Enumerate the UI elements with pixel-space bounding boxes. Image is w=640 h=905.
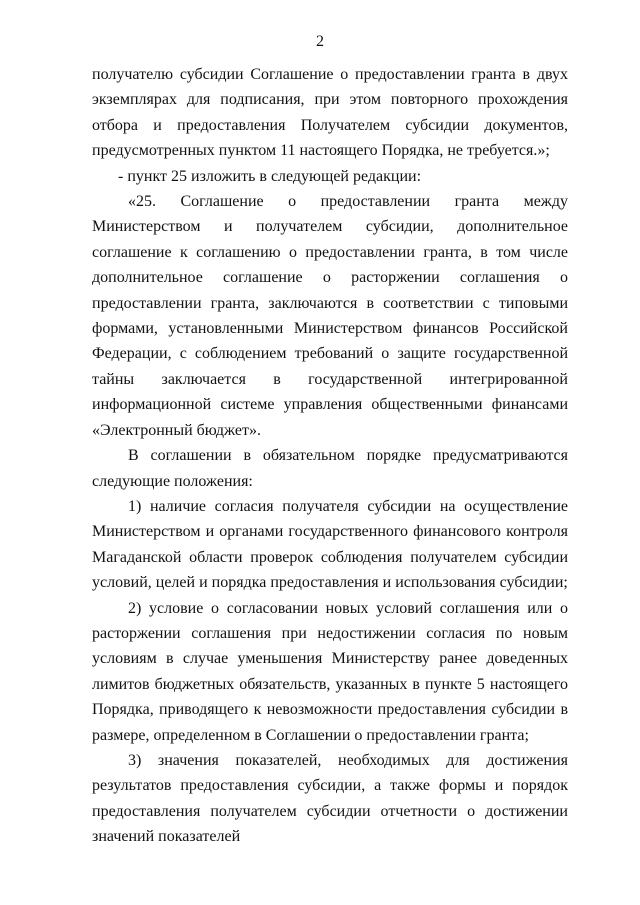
paragraph-point-2: 2) условие о согласовании новых условий соглашения или о расторжении соглашения при недостижении согласия по новым условиям в случае уменьшения Министерству ранее доведенных лимитов бюджетных обязательств, указанных в пункте 5 настоящего Порядка, приводящего к невозможности предоставления субсидии в размере, определенном в Соглашении о предоставлении гранта; (92, 599, 568, 744)
page-number: 2 (316, 33, 324, 50)
paragraph-continuation: получателю субсидии Соглашение о предоставлении гранта в двух экземплярах для подписания, при этом повторного прохождения отбора и предоставления Получателем субсидии документов, предусмотренных пунктом 11 настоящего Порядка, не требуется.»; (92, 66, 568, 160)
paragraph-mandatory-provisions: В соглашении в обязательном порядке предусматриваются следующие положения: (92, 447, 568, 490)
document-body (92, 62, 568, 850)
paragraph-point-1: 1) наличие согласия получателя субсидии на осуществление Министерством и органами государственного финансового контроля Магаданской области проверок соблюдения получателем субсидии условий, целей и порядка предоставления и использования субсидии; (92, 497, 568, 592)
paragraph-item25: «25. Соглашение о предоставлении гранта между Министерством и получателем субсидии, дополнительное соглашение к соглашению о предоставлении гранта, в том числе дополнительное соглашение о расторжении соглашения о предоставлении гранта, заключаются в соответствии с типовыми формами, установленными Министерством финансов Российской Федерации, с соблюдением требований о защите государственной тайны заключается в государственной интегрированной информационной системе управления общественными финансами «Электронный бюджет». (92, 193, 568, 439)
paragraph-point-3: 3) значения показателей, необходимых для достижения результатов предоставления субсидии, а также формы и порядок предоставления получателем субсидии отчетности о достижении значений показателей (92, 751, 568, 846)
paragraph-item25-intro: - пункт 25 изложить в следующей редакции: (118, 167, 422, 185)
